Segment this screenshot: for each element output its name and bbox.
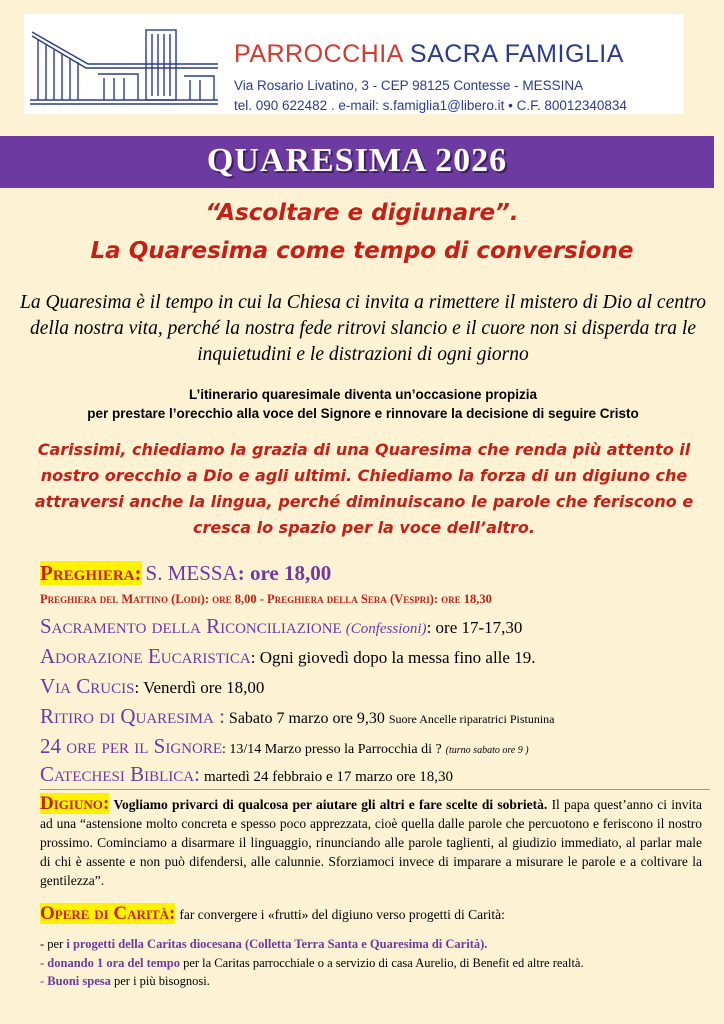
section-divider	[40, 789, 710, 790]
via-crucis-time: : Venerdì ore 18,00	[134, 678, 265, 697]
mass-label: S. MESSA	[145, 561, 238, 585]
vespers-text: Preghiera della Sera (Vespri): ore 18,30	[267, 592, 492, 606]
parish-contacts: tel. 090 622482 . e-mail: s.famiglia1@libero.it • C.F. 80012340834	[234, 98, 627, 113]
charity-item-3-dash: -	[40, 974, 45, 988]
charity-item-3-text: per i più bisognosi.	[114, 974, 210, 988]
parish-name-word2: SACRA FAMIGLIA	[409, 40, 624, 68]
charity-label: Opere di Carità:	[40, 903, 176, 924]
via-crucis-label: Via Crucis	[40, 674, 135, 698]
subtitle-line-1: “Ascoltare e digiunare”.	[205, 200, 519, 226]
parish-name-word1: PARROCCHIA	[234, 40, 403, 68]
charity-item-3-bold: Buoni spesa	[47, 974, 111, 988]
via-crucis-row	[40, 674, 264, 699]
fasting-text: Il papa quest’anno ci invita ad una “astensione molto concreta e spesso poco apprezzata, cioè quella dalle parole che percuotono e feriscono il nostro prossimo. Cominciamo a disarmare il linguaggio, rinunciando alle parole taglienti, al giudizio immediato, al parlar male di chi è assente e non può difendersi, alle calunnie. Sforziamoci invece di imparare a misurare le parole e a coltivare la gentilezza”.	[40, 797, 703, 888]
church-drawing-icon	[28, 20, 218, 108]
fasting-lead: Vogliamo privarci di qualcosa per aiutare gli altri e fare scelte di sobrietà.	[113, 797, 548, 812]
retreat-row	[40, 704, 555, 729]
retreat-place: Suore Ancelle riparatrici Pistunina	[388, 712, 555, 726]
confession-note: (Confessioni)	[345, 621, 427, 637]
page-title: QUARESIMA 2026	[206, 142, 508, 179]
prayer-row	[40, 561, 331, 586]
retreat-time: Sabato 7 marzo ore 9,30	[228, 710, 385, 727]
charity-item-2	[40, 956, 710, 971]
itinerary-line-1: L’itinerario quaresimale diventa un’occasione propizia	[188, 387, 538, 402]
charity-desc: far convergere i «frutti» del digiuno verso progetti di Carità:	[179, 907, 505, 922]
catechesis-time: martedì 24 febbraio e 17 marzo ore 18,30	[203, 769, 454, 785]
charity-item-1	[40, 937, 710, 952]
parish-header	[24, 14, 684, 114]
confession-label: Sacramento della Riconciliazione	[40, 614, 342, 638]
catechesis-row	[40, 762, 453, 787]
appeal-paragraph: Carissimi, chiediamo la grazia di una Quaresima che renda più attento il nostro orecchio a Dio e agli ultimi. Chiediamo la forza di un digiuno che attraversi anche la lingua, perché diminuiscano le parole che feriscono e cresca lo spazio per la voce dell’altro.	[34, 440, 694, 537]
adoration-label: Adorazione Eucaristica	[40, 644, 251, 668]
daily-prayer-row	[40, 592, 492, 607]
charity-item-1-prefix: - per	[40, 937, 64, 951]
parish-name	[234, 40, 624, 69]
hours24-time: : 13/14 Marzo presso la Parrocchia di ?	[222, 742, 442, 757]
adoration-time: : Ogni giovedì dopo la messa fino alle 19.	[250, 648, 536, 667]
fasting-section	[40, 794, 702, 890]
adoration-row	[40, 644, 535, 669]
charity-item-3	[40, 974, 710, 989]
fasting-label: Digiuno:	[40, 793, 110, 814]
charity-item-2-text: per la Caritas parrocchiale o a servizio di casa Aurelio, di Benefit ed altre realtà.	[183, 956, 584, 970]
confession-row	[40, 614, 522, 639]
confession-time: : ore 17-17,30	[426, 618, 523, 637]
subtitle-line-2: La Quaresima come tempo di conversione	[90, 238, 634, 264]
title-banner	[0, 136, 714, 188]
mass-time: : ore 18,00	[237, 561, 332, 585]
intro-paragraph: La Quaresima è il tempo in cui la Chiesa ci invita a rimettere il mistero di Dio al centro della nostra vita, perché la nostra fede ritrovi slancio e il cuore non si disperda tra le inquietudini e le distrazioni di ogni giorno	[19, 292, 707, 365]
lauds-text: Preghiera del Mattino (Lodi): ore 8,00 -	[40, 592, 264, 606]
charity-item-2-bold: - donando 1 ora del tempo	[40, 956, 180, 970]
hours24-note: (turno sabato ore 9 )	[445, 745, 529, 756]
hours24-label: 24 ore per il Signore	[40, 734, 223, 758]
itinerary-text	[18, 385, 708, 423]
retreat-label: Ritiro di Quaresima :	[40, 704, 225, 728]
charity-section-title	[40, 903, 505, 925]
catechesis-label: Catechesi Biblica:	[40, 762, 200, 786]
parish-address: Via Rosario Livatino, 3 - CEP 98125 Contesse - MESSINA	[234, 78, 584, 93]
prayer-label: Preghiera:	[40, 561, 142, 585]
charity-item-1-text: i progetti della Caritas diocesana (Colletta Terra Santa e Quaresima di Carità).	[66, 937, 488, 951]
itinerary-line-2: per prestare l’orecchio alla voce del Signore e rinnovare la decisione di seguire Cristo	[87, 406, 639, 421]
hours24-row	[40, 734, 529, 759]
